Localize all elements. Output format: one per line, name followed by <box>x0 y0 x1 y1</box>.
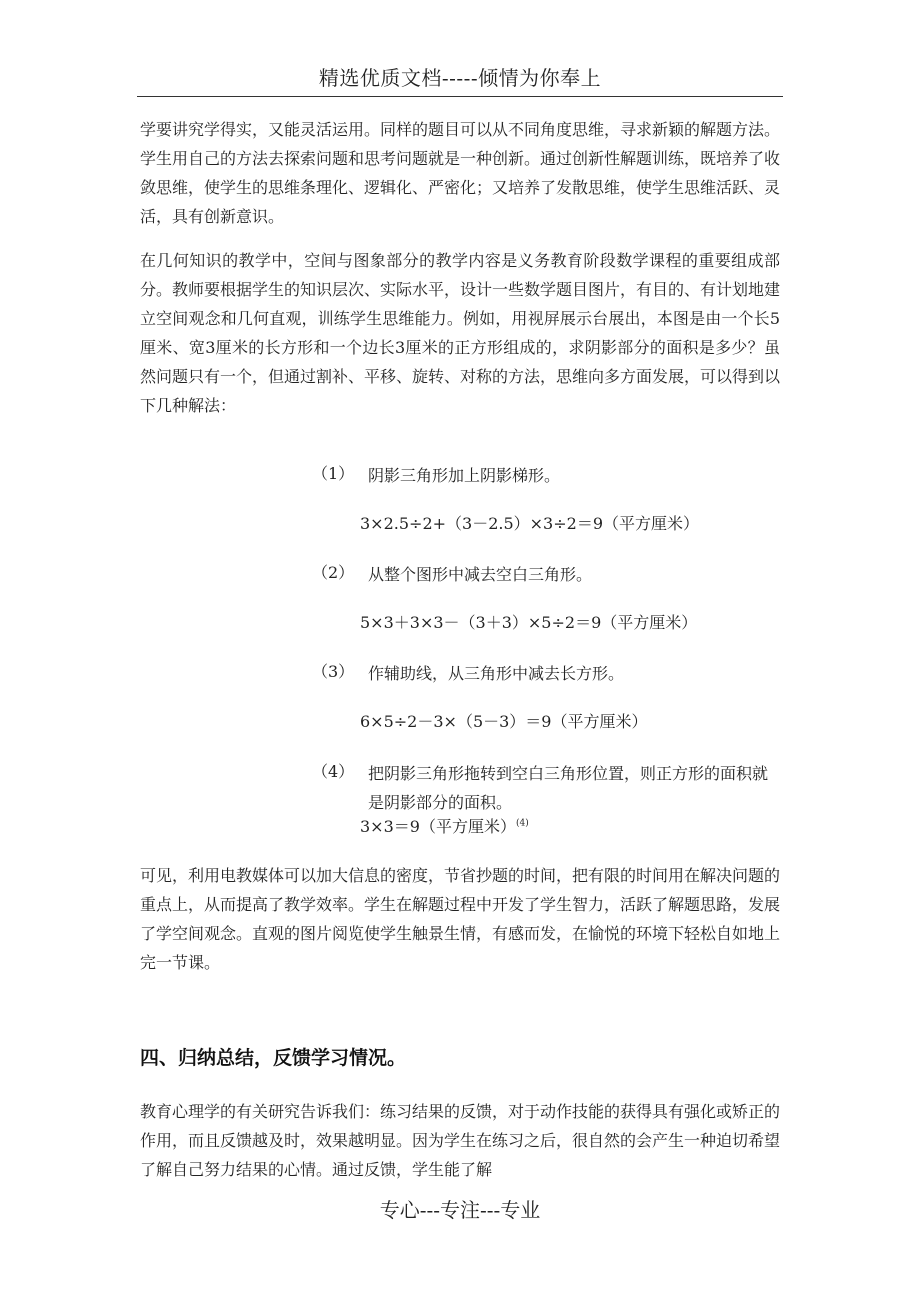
solution-description: 阴影三角形加上阴影梯形。 <box>368 466 561 485</box>
solution-number: （4） <box>312 762 355 781</box>
paragraph-conclusion: 可见，利用电教媒体可以加大信息的密度，节省抄题的时间，把有限的时间用在解决问题的重点上，从而提高了教学效率。学生在解题过程中开发了学生智力，活跃了解题思路，发展了学空间观念。直观的图片阅览使学生触景生情，有感而发，在愉悦的环境下轻松自如地上完一节课。 <box>140 866 781 972</box>
solution-description: 作辅助线，从三角形中减去长方形。 <box>368 664 625 683</box>
solution-number: （1） <box>312 464 355 483</box>
solution-formula: 3×2.5÷2+（3－2.5）×3÷2＝9（平方厘米） <box>360 514 700 533</box>
solution-formula: 5×3＋3×3－（3＋3）×5÷2＝9（平方厘米） <box>360 613 698 632</box>
solution-formula <box>360 814 529 837</box>
solution-formula-text: 3×3＝9（平方厘米） <box>360 817 516 836</box>
header-divider <box>137 96 783 97</box>
solution-number: （2） <box>312 563 355 582</box>
solution-formula: 6×5÷2－3×（5－3）＝9（平方厘米） <box>360 712 648 731</box>
paragraph-feedback: 教育心理学的有关研究告诉我们：练习结果的反馈，对于动作技能的获得具有强化或矫正的作用，而且反馈越及时，效果越明显。因为学生在练习之后，很自然的会产生一种迫切希望了解自己努力结果的心情。通过反馈，学生能了解 <box>140 1102 781 1179</box>
section-heading: 四、归纳总结，反馈学习情况。 <box>140 1047 407 1069</box>
page-footer: 专心---专注---专业 <box>379 1198 541 1222</box>
solution-number: （3） <box>312 662 355 681</box>
footnote-marker: (4) <box>515 818 529 829</box>
paragraph-geometry: 在几何知识的教学中，空间与图象部分的教学内容是义务教育阶段数学课程的重要组成部分。教师要根据学生的知识层次、实际水平，设计一些数学题目图片，有目的、有计划地建立空间观念和几何直观，训练学生思维能力。例如，用视屏展示台展出，本图是由一个长5厘米、宽3厘米的长方形和一个边长3厘米的正方形组成的，求阴影部分的面积是多少？虽然问题只有一个，但通过割补、平移、旋转、对称的方法，思维向多方面发展，可以得到以下几种解法： <box>140 251 781 415</box>
solution-description: 把阴影三角形拖转到空白三角形位置，则正方形的面积就是阴影部分的面积。 <box>368 764 769 812</box>
page-header: 精选优质文档-----倾情为你奉上 <box>318 66 602 90</box>
paragraph-innovation: 学要讲究学得实，又能灵活运用。同样的题目可以从不同角度思维，寻求新颖的解题方法。学生用自己的方法去探索问题和思考问题就是一种创新。通过创新性解题训练，既培养了收敛思维，使学生的思维条理化、逻辑化、严密化；又培养了发散思维，使学生思维活跃、灵活，具有创新意识。 <box>140 120 781 226</box>
solution-description: 从整个图形中减去空白三角形。 <box>368 565 593 584</box>
